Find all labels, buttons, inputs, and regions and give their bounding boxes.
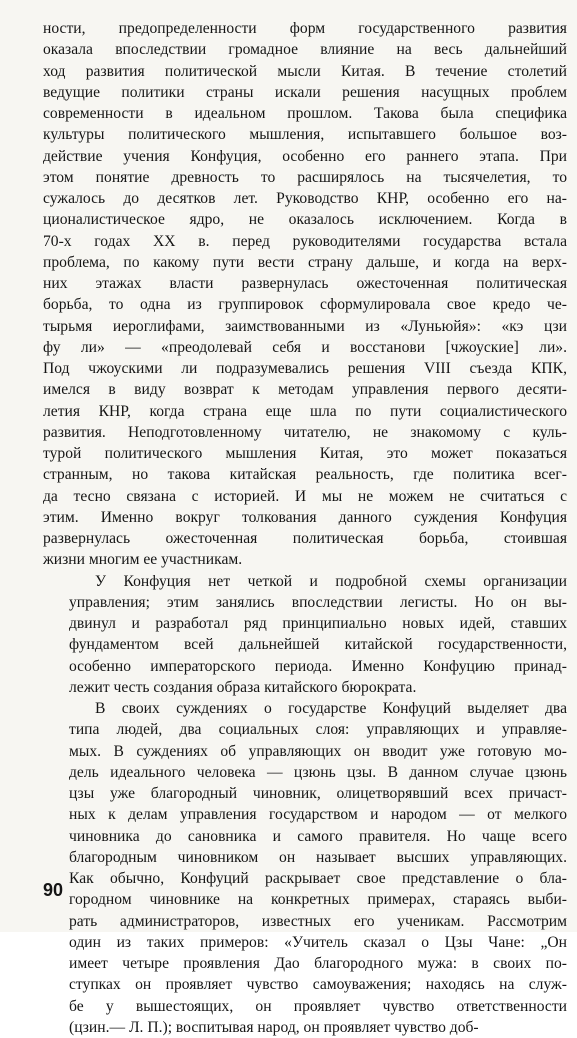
text-line: городном чиновнике на конкретных примерах, стараясь выби- [69,891,567,909]
text-line: фу ли» — «преодолевай себя и восстанови [чжоуские] ли». [43,338,567,356]
text-line: тырьмя иероглифами, заимствованными из «Луньюйя»: «кэ цзи [43,317,567,335]
text-line: оказала впоследствии громадное влияние на весь дальнейший [43,41,567,59]
text-line: ных к делам управления государством и народом — от мелкого [69,806,567,824]
paragraph-1 [43,18,567,571]
text-line: один из таких примеров: «Учитель сказал о Цзы Чане: „Он [69,933,567,951]
page-number: 90 [43,880,64,900]
text-line: ционалистическое ядро, не оказалось исключением. Когда в [43,211,567,229]
text-line: ступках он проявляет чувство самоуважения; находясь на служ- [69,976,567,994]
paragraph-2 [43,571,567,699]
text-line: типа людей, два социальных слоя: управляющих и управляе- [69,721,567,739]
text-line: имелся в виду возврат к методам управления первого десяти- [43,381,567,399]
text-line: рать администраторов, известных его ученикам. Рассмотрим [69,912,567,930]
text-line: Как обычно, Конфуций раскрывает свое представление о бла- [69,870,567,887]
text-line: чиновника до сановника и самого правителя. Но чаще всего [69,827,567,845]
text-line: особенно императорского периода. Именно Конфуцию принад- [69,657,567,675]
text-line: фундаментом всей дальнейшей китайской государственности, [69,636,567,654]
text-line: развернулась ожесточенная политическая борьба, стоившая [43,530,567,547]
text-line: (цзин.— Л. П.); воспитывая народ, он проявляет чувство доб- [69,1018,479,1036]
text-line: борьба, то одна из группировок сформулировала свое кредо че- [43,296,567,314]
text-line: турой политического мышления Китая, это может показаться [43,445,567,462]
text-line: да тесно связана с историей. И мы не можем не считаться с [43,487,567,505]
text-line: У Конфуция нет четкой и подробной схемы организации [95,572,567,590]
paragraph-3 [43,698,567,1038]
text-line: этим. Именно вокруг толкования данного суждения Конфуция [43,508,567,526]
text-line: ности, предопределенности форм государственного развития [43,20,567,37]
text-line: лежит честь создания образа китайского бюрократа. [69,678,417,696]
text-line: ведущие политики страны искали решения насущных проблем [43,83,567,101]
text-line: ход развития политической мысли Китая. В течение столетий [43,62,567,80]
text-line: этом понятие древность то расширялось на тысячелетия, то [43,168,567,186]
text-line: современности в идеальном прошлом. Такова была специфика [43,105,567,122]
text-line: 70-х годах XX в. перед руководителями государства встала [43,232,567,250]
text-line: Под чжоускими ли подразумевались решения VIII съезда КПК, [43,360,567,377]
text-line: благородным чиновником он называет высших управляющих. [69,848,567,866]
text-line: культуры политического мышления, испытавшего большое воз- [43,126,567,144]
text-line: мых. В суждениях об управляющих он вводит уже готовую мо- [69,742,567,760]
text-line: имеет четыре проявления Дао благородного мужа: в своих по- [69,955,567,972]
text-line: действие учения Конфуция, особенно его раннего этапа. При [43,147,567,165]
text-line: них этажах власти развернулась ожесточенная политическая [43,275,567,292]
text-line: цзы уже благородный чиновник, олицетворявший всех причаст- [69,785,567,802]
text-line: В своих суждениях о государстве Конфуций выделяет два [95,700,567,717]
body-text [43,18,567,1038]
text-line: бе у вышестоящих, он проявляет чувство ответственности [69,997,567,1015]
text-line: летия КНР, когда страна еще шла по пути социалистического [43,402,567,420]
text-line: сужалось до десятков лет. Руководство КНР, особенно его на- [43,190,567,207]
text-line: двинул и разработал ряд принципиально новых идей, ставших [69,615,567,632]
text-line: дель идеального человека — цзюнь цзы. В данном случае цзюнь [69,763,567,781]
text-line: проблема, по какому пути вести страну дальше, и когда на верх- [43,253,567,271]
text-line: развития. Неподготовленному читателю, не знакомому с куль- [43,423,567,441]
text-line: жизни многим ее участникам. [43,551,243,569]
text-line: управления; этим занялись впоследствии легисты. Но он вы- [69,593,567,611]
text-line: странным, но такова китайская реальность, где политика всег- [43,466,567,484]
